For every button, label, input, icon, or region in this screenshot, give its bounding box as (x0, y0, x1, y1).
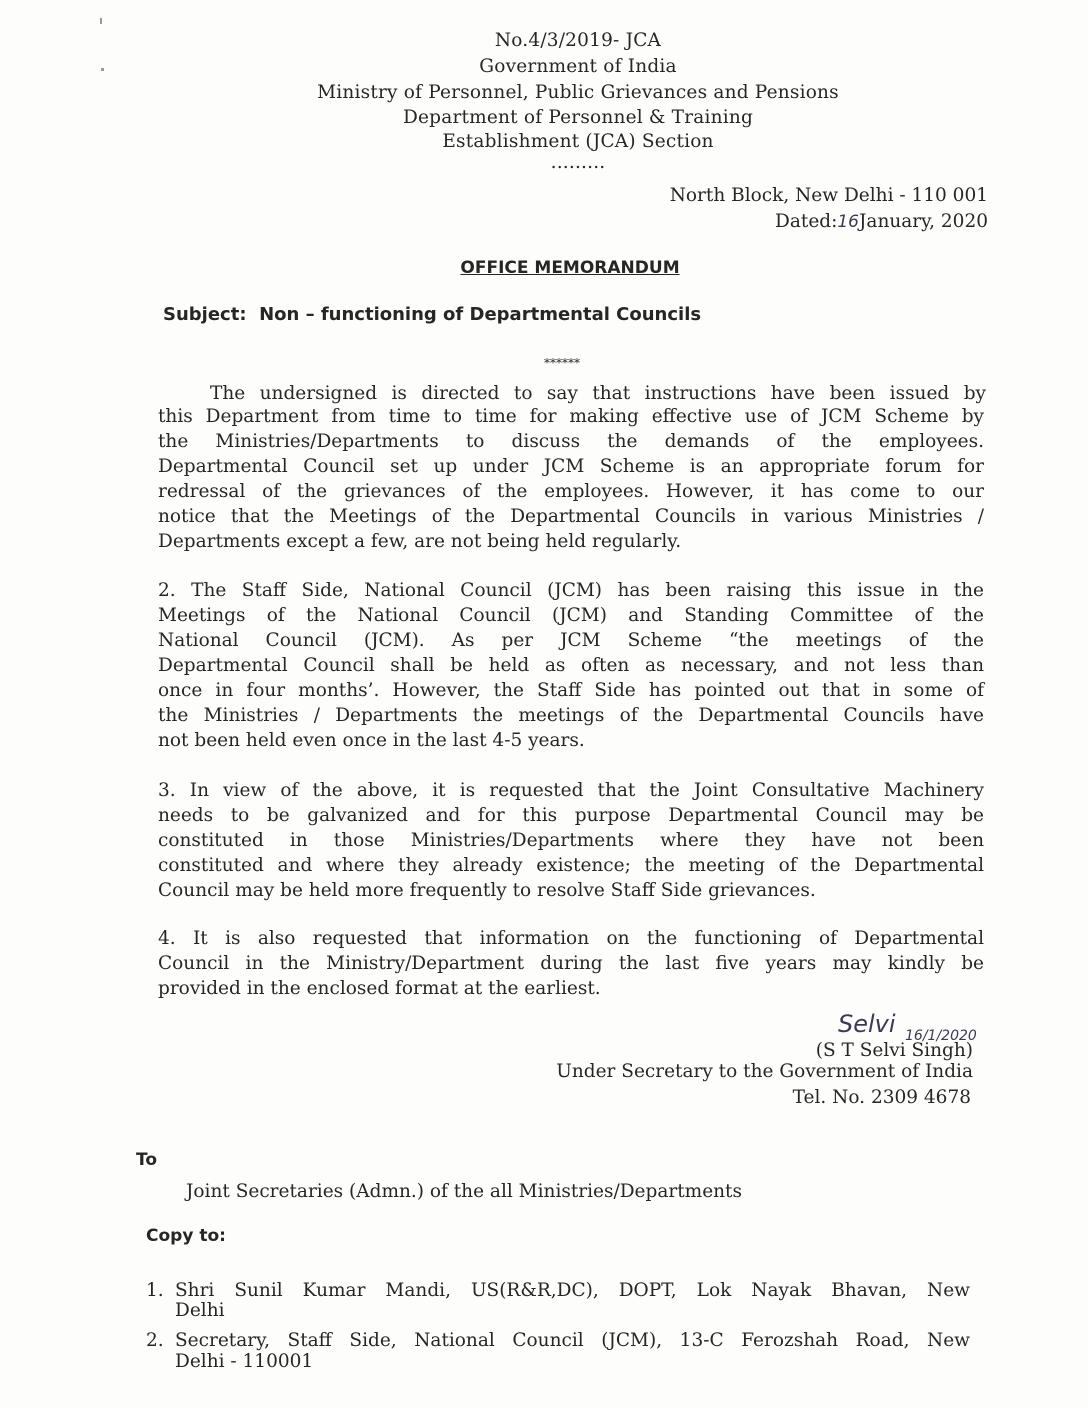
text-line: National Council (JCM). As per JCM Scheme “the meetings of the (158, 630, 984, 651)
copy-item-line: Delhi - 110001 (175, 1351, 314, 1372)
signatory-telephone: Tel. No. 2309 4678 (792, 1087, 971, 1108)
text-line: Council in the Ministry/Department during the last five years may kindly be (158, 953, 984, 974)
to-label: To (136, 1150, 158, 1170)
subject-label: Subject: (163, 304, 247, 325)
header-line: Establishment (JCA) Section (442, 131, 714, 152)
subject-text: Non – functioning of Departmental Councils (259, 304, 702, 325)
text-line: redressal of the grievances of the employees. However, it has come to our (158, 481, 984, 502)
text-line: the Ministries/Departments to discuss the demands of the employees. (158, 431, 984, 452)
scan-speck (100, 18, 102, 24)
text-line: Meetings of the National Council (JCM) and Standing Committee of the (158, 605, 984, 626)
signatory-designation: Under Secretary to the Government of India (556, 1061, 973, 1082)
signatory-name: (S T Selvi Singh) (815, 1040, 973, 1061)
header-line: Department of Personnel & Training (403, 107, 753, 128)
text-line: 2. The Staff Side, National Council (JCM) has been raising this issue in the (158, 580, 984, 601)
copy-item-number: 1. (146, 1280, 164, 1301)
text-line: not been held even once in the last 4-5 years. (158, 730, 585, 751)
handwritten-day: 16 (837, 212, 859, 232)
to-recipient: Joint Secretaries (Admn.) of the all Ministries/Departments (186, 1181, 742, 1202)
text-line: constituted and where they already existence; the meeting of the Departmental (158, 855, 984, 876)
text-line: needs to be galvanized and for this purpose Departmental Council may be (158, 805, 984, 826)
reference-number: No.4/3/2019- JCA (494, 30, 662, 51)
text-line: notice that the Meetings of the Departmental Councils in various Ministries / (158, 506, 984, 527)
text-line: Departments except a few, are not being held regularly. (158, 531, 682, 552)
text-line: once in four months’. However, the Staff Side has pointed out that in some of (158, 680, 984, 701)
separator-stars: ****** (544, 356, 580, 370)
text-line: Departmental Council set up under JCM Scheme is an appropriate forum for (158, 456, 984, 477)
handwritten-signature-date: 16/1/2020 (905, 1028, 977, 1044)
copy-item-line: Delhi (175, 1300, 225, 1321)
memo-title: OFFICE MEMORANDUM (460, 258, 680, 278)
subject (163, 304, 701, 325)
text-line: The undersigned is directed to say that instructions have been issued by (210, 383, 986, 404)
text-line: this Department from time to time for making effective use of JCM Scheme by (158, 406, 984, 427)
text-line: Council may be held more frequently to resolve Staff Side grievances. (158, 880, 816, 901)
text-line: the Ministries / Departments the meetings of the Departmental Councils have (158, 705, 984, 726)
text-line: 3. In view of the above, it is requested that the Joint Consultative Machinery (158, 780, 984, 801)
text-line: constituted in those Ministries/Departments where they have not been (158, 830, 984, 851)
header-line: Government of India (479, 56, 677, 77)
date-rest: January, 2020 (859, 211, 988, 232)
header-dots: ......... (550, 152, 606, 173)
copy-item-number: 2. (146, 1330, 164, 1351)
copy-item-line: Shri Sunil Kumar Mandi, US(R&R,DC), DOPT, Lok Nayak Bhavan, New (175, 1280, 970, 1301)
copy-item-line: Secretary, Staff Side, National Council (JCM), 13-C Ferozshah Road, New (175, 1330, 970, 1351)
date (775, 211, 988, 232)
copy-to-label: Copy to: (146, 1226, 226, 1246)
header-line: Ministry of Personnel, Public Grievances and Pensions (317, 82, 839, 103)
text-line: provided in the enclosed format at the earliest. (158, 978, 601, 999)
date-label: Dated: (775, 211, 838, 232)
handwritten-signature: Selvi (838, 1010, 896, 1038)
text-line: 4. It is also requested that information on the functioning of Departmental (158, 928, 984, 949)
text-line: Departmental Council shall be held as often as necessary, and not less than (158, 655, 984, 676)
address: North Block, New Delhi - 110 001 (669, 185, 988, 206)
